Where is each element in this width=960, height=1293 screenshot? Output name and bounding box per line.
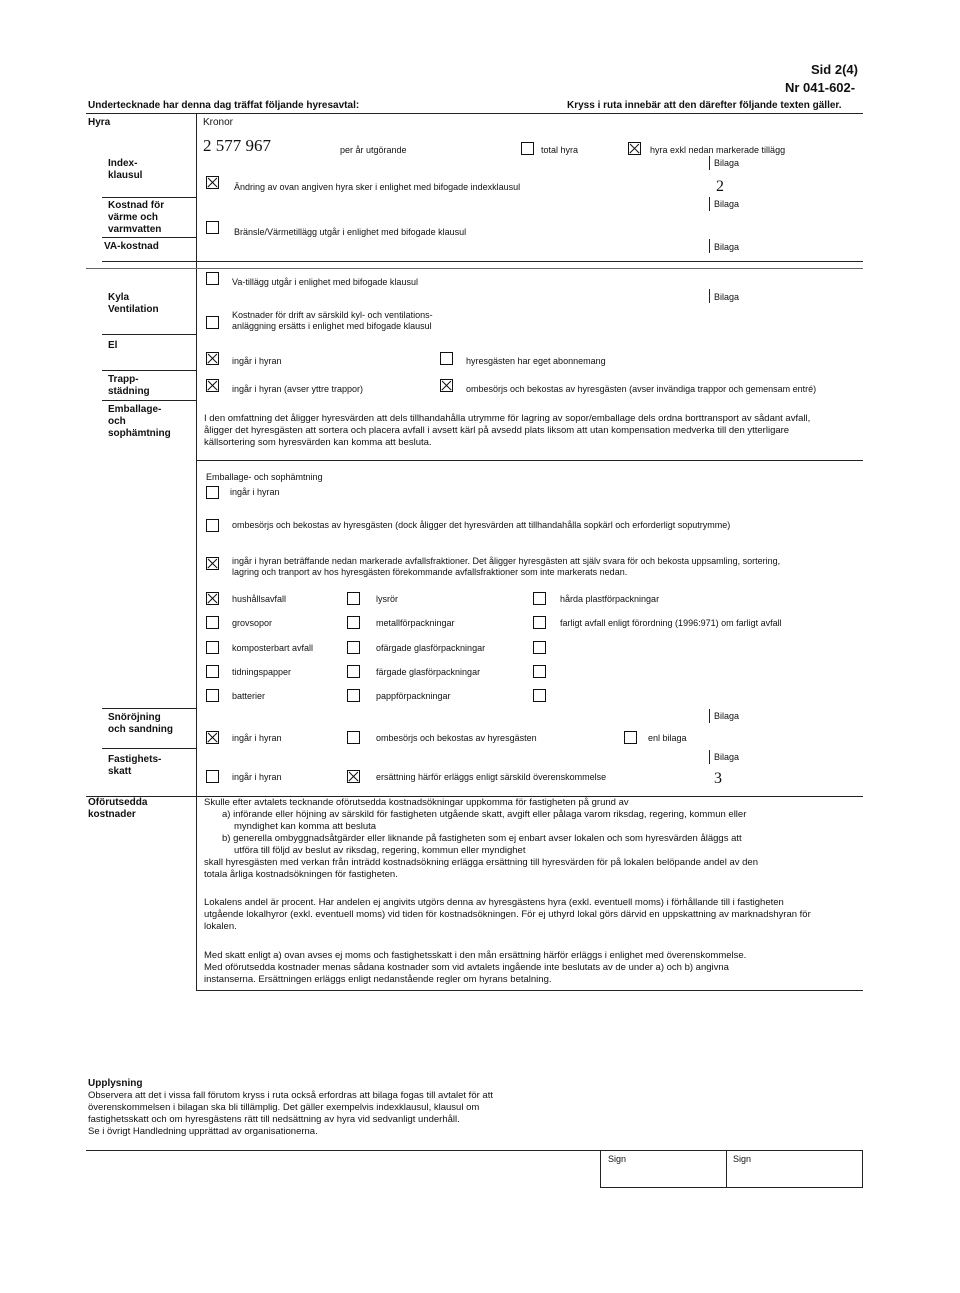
fargade-glas-label: färgade glasförpackningar <box>376 667 481 677</box>
trapp-ingar-checkbox[interactable] <box>206 379 219 392</box>
el-abonnemang-label: hyresgästen har eget abonnemang <box>466 356 606 366</box>
bilaga-label: Bilaga <box>714 242 740 252</box>
bilaga-label: Bilaga <box>714 292 740 302</box>
bilaga-tick <box>709 239 710 253</box>
bilaga-label: Bilaga <box>714 752 740 762</box>
hyra-exkl-checkbox[interactable] <box>628 142 641 155</box>
tidningspapper-label: tidningspapper <box>232 667 292 677</box>
va-checkbox[interactable] <box>206 272 219 285</box>
paragraph-line: instanserna. Ersättningen erläggs enligt nedanstående regler om hyrans betalning. <box>204 974 552 985</box>
oforutsedda-paragraph-3 <box>204 950 746 986</box>
emballage-fraktioner-label-1: ingår i hyran beträffande nedan markerade avfallsfraktioner. Det åligger hyresgästen att själv svara för och bekosta uppsamling, sortering, <box>232 556 781 566</box>
emballage-label-2: och <box>108 416 126 427</box>
batterier-label: batterier <box>232 691 266 701</box>
index-label-1: Index- <box>108 158 138 169</box>
metall-checkbox[interactable] <box>347 616 360 629</box>
hushallsavfall-label: hushållsavfall <box>232 594 287 604</box>
sign-label-1: Sign <box>608 1154 627 1164</box>
farligt-avfall-label: farligt avfall enligt förordning (1996:971) om farligt avfall <box>560 618 782 628</box>
grovsopor-label: grovsopor <box>232 618 273 628</box>
bilaga-tick <box>709 709 710 723</box>
el-abonnemang-checkbox[interactable] <box>440 352 453 365</box>
blank-fraction-checkbox[interactable] <box>533 641 546 654</box>
snorojning-ombesorjs-checkbox[interactable] <box>347 731 360 744</box>
lysror-checkbox[interactable] <box>347 592 360 605</box>
bilaga-label: Bilaga <box>714 199 740 209</box>
emballage-ombesorjs-checkbox[interactable] <box>206 519 219 532</box>
upplysning-title: Upplysning <box>88 1078 143 1089</box>
trapp-ombesorjs-checkbox[interactable] <box>440 379 453 392</box>
bilaga-label: Bilaga <box>714 711 740 721</box>
bilaga-label: Bilaga <box>714 158 740 168</box>
papp-label: pappförpackningar <box>376 691 451 701</box>
indexklausul-text: Ändring av ovan angiven hyra sker i enlighet med bifogade indexklausul <box>234 182 521 192</box>
va-label: VA-kostnad <box>104 241 159 252</box>
el-rule <box>102 334 196 335</box>
kompost-label: komposterbart avfall <box>232 643 314 653</box>
bilaga-tick <box>709 156 710 170</box>
harda-plast-label: hårda plastförpackningar <box>560 594 660 604</box>
kyla-checkbox[interactable] <box>206 316 219 329</box>
varme-checkbox[interactable] <box>206 221 219 234</box>
bilaga-tick <box>709 289 710 303</box>
paragraph-line: Med skatt enligt a) ovan avses ej moms och fastighetsskatt i den mån ersättning härför erläggs i enlighet med överenskommelse. <box>204 950 747 961</box>
paragraph-line: utgående lokalhyror (exkl. eventuell moms) vid tiden för kostnadsökningen. För ej uthyrd lokal görs därvid en uppskattning av marknadshyran för <box>204 909 811 920</box>
papp-checkbox[interactable] <box>347 689 360 702</box>
hyra-label: Hyra <box>88 117 111 128</box>
fastighetsskatt-ingar-label: ingår i hyran <box>232 772 282 782</box>
emballage-paragraph <box>204 413 810 449</box>
paragraph-line: lokalen. <box>204 921 237 932</box>
dashed-rule <box>86 268 863 269</box>
oforutsedda-paragraph-2 <box>204 897 811 933</box>
lysror-label: lysrör <box>376 594 398 604</box>
bilaga-tick <box>709 750 710 764</box>
snorojning-bilaga-label: enl bilaga <box>648 733 687 743</box>
emballage-rule <box>196 460 863 461</box>
kyla-text-2: anläggning ersätts i enlighet med bifogade klausul <box>232 321 432 331</box>
emballage-fraktioner-label-2: lagring och tranport av hos hyresgästen förekommande avfallsfraktioner som inte markerats nedan. <box>232 567 628 577</box>
upplysning-line: Se i övrigt Handledning upprättad av organisationerna. <box>88 1126 318 1137</box>
paragraph-line: Lokalens andel är procent. Har andelen ej angivits utgörs denna av hyresgästens hyra (exkl. eventuell moms) i förhållande till i fastigheten <box>204 897 784 908</box>
trapp-label-2: städning <box>108 386 150 397</box>
el-ingar-label: ingår i hyran <box>232 356 282 366</box>
left-column-rule <box>196 113 197 990</box>
ofargade-glas-checkbox[interactable] <box>347 641 360 654</box>
kyla-label-2: Ventilation <box>108 304 159 315</box>
total-hyra-checkbox[interactable] <box>521 142 534 155</box>
total-hyra-label: total hyra <box>541 145 579 155</box>
upplysning-line: Observera att det i vissa fall förutom kryss i ruta också erfordras att bilaga fogas till avtalet för att <box>88 1090 493 1101</box>
trapp-label-1: Trapp- <box>108 374 139 385</box>
hyra-exkl-label: hyra exkl nedan markerade tillägg <box>650 145 786 155</box>
farligt-avfall-checkbox[interactable] <box>533 616 546 629</box>
oforutsedda-paragraph-1 <box>204 797 758 881</box>
grovsopor-checkbox[interactable] <box>206 616 219 629</box>
emballage-line: åligger det hyresgästen att sortera och placera avfall i avsett kärl på avsedd plats liksom att utan kompensation medverka till den ytterligare <box>204 425 790 436</box>
paragraph-line: a) införande eller höjning av särskild för fastigheten utgående skatt, avgift eller pålaga varom riksdag, regering, kommun eller <box>222 809 747 820</box>
per-ar-label: per år utgörande <box>340 145 407 155</box>
index-bilaga-number: 2 <box>716 178 724 195</box>
emballage-ombesorjs-label: ombesörjs och bekostas av hyresgästen (dock åligger det hyresvärden att tillhandahålla sopkärl och erforderligt soputrymme) <box>232 520 731 530</box>
emballage-subtitle: Emballage- och sophämtning <box>206 472 323 482</box>
intro-text: Undertecknade har denna dag träffat följande hyresavtal: <box>88 100 360 111</box>
oforutsedda-label-2: kostnader <box>88 809 136 820</box>
rent-amount: 2 577 967 <box>203 136 271 155</box>
emballage-line: I den omfattning det åligger hyresvärden att dels tillhandahålla utrymme för lagring av sopor/emballage dels ordna borttransport av sådant avfall, <box>204 413 811 424</box>
instruction-text: Kryss i ruta innebär att den därefter följande texten gäller. <box>567 100 842 111</box>
paragraph-line: Med oförutsedda kostnader menas sådana kostnader som vid avtalets ingående inte beslutats av de under a) och b) angivna <box>204 962 729 973</box>
va-text: Va-tillägg utgår i enlighet med bifogade klausul <box>232 277 418 287</box>
snorojning-ingar-checkbox[interactable] <box>206 731 219 744</box>
fargade-glas-checkbox[interactable] <box>347 665 360 678</box>
sign-divider <box>726 1150 727 1188</box>
hushallsavfall-checkbox[interactable] <box>206 592 219 605</box>
varme-rule <box>102 197 196 198</box>
fastighetsskatt-ersattning-label: ersättning härför erläggs enligt särskild överenskommelse <box>376 772 607 782</box>
ofargade-glas-label: ofärgade glasförpackningar <box>376 643 486 653</box>
emballage-fraktioner-checkbox[interactable] <box>206 557 219 570</box>
metall-label: metallförpackningar <box>376 618 455 628</box>
blank-fraction-checkbox[interactable] <box>533 689 546 702</box>
trapp-rule <box>102 370 196 371</box>
varme-label-2: värme och <box>108 212 159 223</box>
blank-fraction-checkbox[interactable] <box>533 665 546 678</box>
trapp-ombesorjs-label: ombesörjs och bekostas av hyresgästen (avser invändiga trappor och gemensam entré) <box>466 384 817 394</box>
page-number: Sid 2(4) <box>811 62 858 77</box>
emballage-line: källsortering som hyresvärden kan komma att besluta. <box>204 437 432 448</box>
trapp-ingar-label: ingår i hyran (avser yttre trappor) <box>232 384 364 394</box>
emballage-label-rule <box>102 400 196 401</box>
fastighetsskatt-ersattning-checkbox[interactable] <box>347 770 360 783</box>
snorojning-rule <box>102 708 196 709</box>
bilaga-tick <box>709 197 710 211</box>
fastighetsskatt-rule <box>102 748 196 749</box>
contract-number: Nr 041-602- <box>785 80 856 95</box>
el-label: El <box>108 340 118 351</box>
snorojning-ingar-label: ingår i hyran <box>232 733 282 743</box>
fastighetsskatt-bilaga-number: 3 <box>714 770 722 787</box>
varme-label-1: Kostnad för <box>108 200 165 211</box>
va-top-rule <box>102 237 196 238</box>
paragraph-line: Skulle efter avtalets tecknande oförutsedda kostnadsökningar uppkomma för fastigheten på grund av <box>204 797 629 808</box>
bottom-rule <box>196 990 863 991</box>
indexklausul-checkbox[interactable] <box>206 176 219 189</box>
fastighetsskatt-label-2: skatt <box>108 766 132 777</box>
emballage-label-1: Emballage- <box>108 404 162 415</box>
oforutsedda-label-1: Oförutsedda <box>88 797 148 808</box>
paragraph-line: totala årliga kostnadsökningen för fastigheten. <box>204 869 398 880</box>
sign-label-2: Sign <box>733 1154 752 1164</box>
paragraph-line: myndighet kan komma att besluta <box>234 821 377 832</box>
kyla-text-1: Kostnader för drift av särskild kyl- och ventilations- <box>232 310 433 320</box>
snorojning-bilaga-checkbox[interactable] <box>624 731 637 744</box>
snorojning-label-1: Snöröjning <box>108 712 161 723</box>
emballage-ingar-label: ingår i hyran <box>230 487 280 497</box>
varme-label-3: varmvatten <box>108 224 162 235</box>
el-ingar-checkbox[interactable] <box>206 352 219 365</box>
kyla-label-1: Kyla <box>108 292 130 303</box>
kronor-label: Kronor <box>203 117 234 128</box>
upplysning-text <box>88 1090 493 1138</box>
va-rule <box>102 261 863 262</box>
batterier-checkbox[interactable] <box>206 689 219 702</box>
sign-box[interactable] <box>600 1150 863 1188</box>
snorojning-ombesorjs-label: ombesörjs och bekostas av hyresgästen <box>376 733 537 743</box>
emballage-label-3: sophämtning <box>108 428 171 439</box>
varme-text: Bränsle/Värmetillägg utgår i enlighet med bifogade klausul <box>234 227 467 237</box>
paragraph-line: skall hyresgästen med verkan från inträdd kostnadsökning erlägga ersättning till hyresvärden för på lokalen belöpande andel av den <box>204 857 758 868</box>
fastighetsskatt-label-1: Fastighets- <box>108 754 162 765</box>
kompost-checkbox[interactable] <box>206 641 219 654</box>
index-label-2: klausul <box>108 170 143 181</box>
upplysning-line: överenskommelsen i bilagan ska bli tillämplig. Det gäller exempelvis indexklausul, klausul om <box>88 1102 480 1113</box>
tidningspapper-checkbox[interactable] <box>206 665 219 678</box>
top-rule <box>86 113 863 114</box>
harda-plast-checkbox[interactable] <box>533 592 546 605</box>
snorojning-label-2: och sandning <box>108 724 173 735</box>
upplysning-line: fastighetsskatt och om hyresgästens rätt till nedsättning av hyra vid sedvanligt underhåll. <box>88 1114 460 1125</box>
paragraph-line: b) generella ombyggnadsåtgärder eller liknande på fastigheten som ej enbart avser lokalen och som hyresvärden åläggs att <box>222 833 742 844</box>
fastighetsskatt-ingar-checkbox[interactable] <box>206 770 219 783</box>
emballage-ingar-checkbox[interactable] <box>206 486 219 499</box>
paragraph-line: utföra till följd av beslut av riksdag, regering, kommun eller myndighet <box>234 845 526 856</box>
